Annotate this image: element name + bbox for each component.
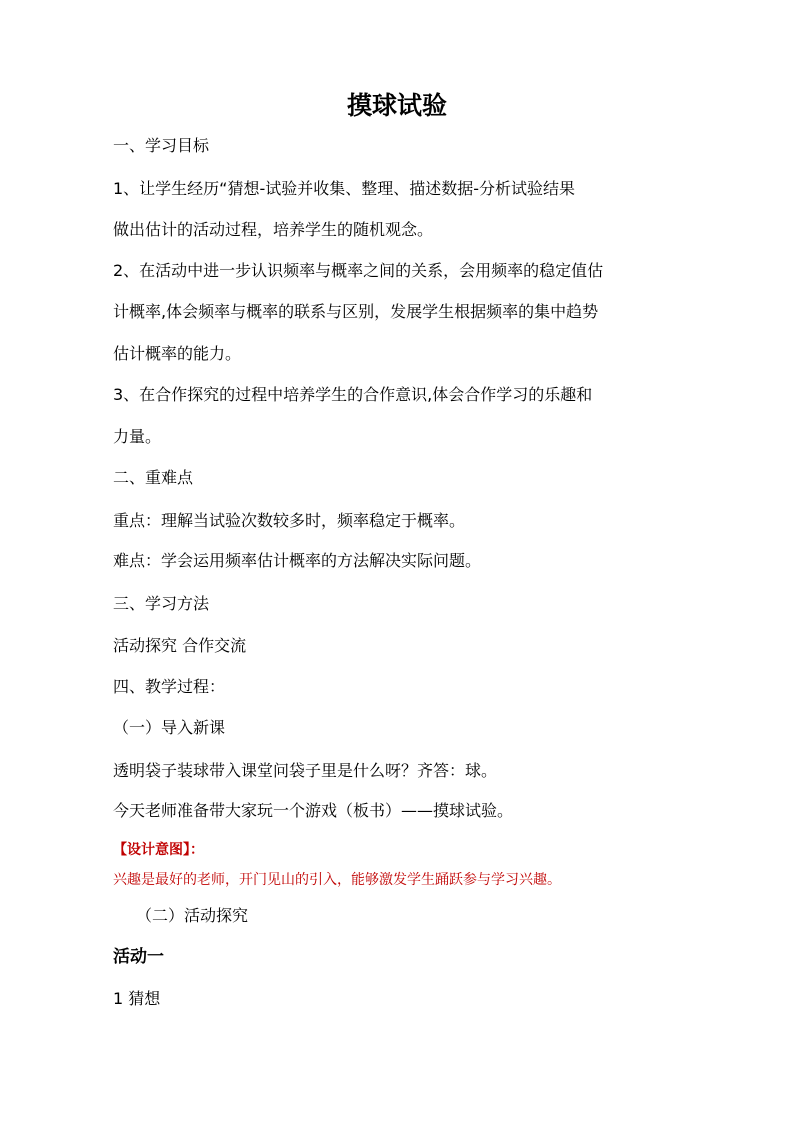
section-heading-key-points: 二、重难点 (113, 468, 194, 487)
document-title: 摸球试验 (346, 91, 447, 120)
introduction-text-1: 透明袋子装球带入课堂问袋子里是什么呀？齐答：球。 (113, 761, 498, 780)
subsection-activity-exploration: （二）活动探究 (136, 906, 249, 925)
section-heading-process: 四、教学过程： (113, 677, 226, 696)
difficult-point: 难点：学会运用频率估计概率的方法解决实际问题。 (113, 551, 482, 570)
method-text: 活动探究 合作交流 (113, 636, 247, 655)
objective-3-line-2: 力量。 (113, 427, 162, 446)
objective-2-line-1: 2、在活动中进一步认识频率与概率之间的关系，会用频率的稳定值估 (113, 261, 604, 280)
objective-1-line-1: 1、让学生经历“猜想-试验并收集、整理、描述数据-分析试验结果 (113, 179, 576, 198)
activity-one-step-guess: 1 猜想 (113, 989, 161, 1008)
key-point: 重点：理解当试验次数较多时，频率稳定于概率。 (113, 511, 466, 530)
objective-2-line-3: 估计概率的能力。 (113, 344, 242, 363)
objective-1-line-2: 做出估计的活动过程，培养学生的随机观念。 (113, 220, 434, 239)
objective-3-line-1: 3、在合作探究的过程中培养学生的合作意识,体会合作学习的乐趣和 (113, 385, 593, 404)
design-intent-label: 【设计意图】： (113, 842, 204, 858)
subsection-introduction: （一）导入新课 (113, 718, 226, 737)
section-heading-method: 三、学习方法 (113, 594, 210, 613)
section-heading-objectives: 一、学习目标 (113, 136, 210, 155)
objective-2-line-2: 计概率,体会频率与概率的联系与区别，发展学生根据频率的集中趋势 (113, 302, 599, 321)
activity-one-heading: 活动一 (113, 947, 164, 967)
introduction-text-2: 今天老师准备带大家玩一个游戏（板书）——摸球试验。 (113, 801, 514, 820)
design-intent-text: 兴趣是最好的老师，开门见山的引入，能够激发学生踊跃参与学习兴趣。 (113, 872, 561, 888)
